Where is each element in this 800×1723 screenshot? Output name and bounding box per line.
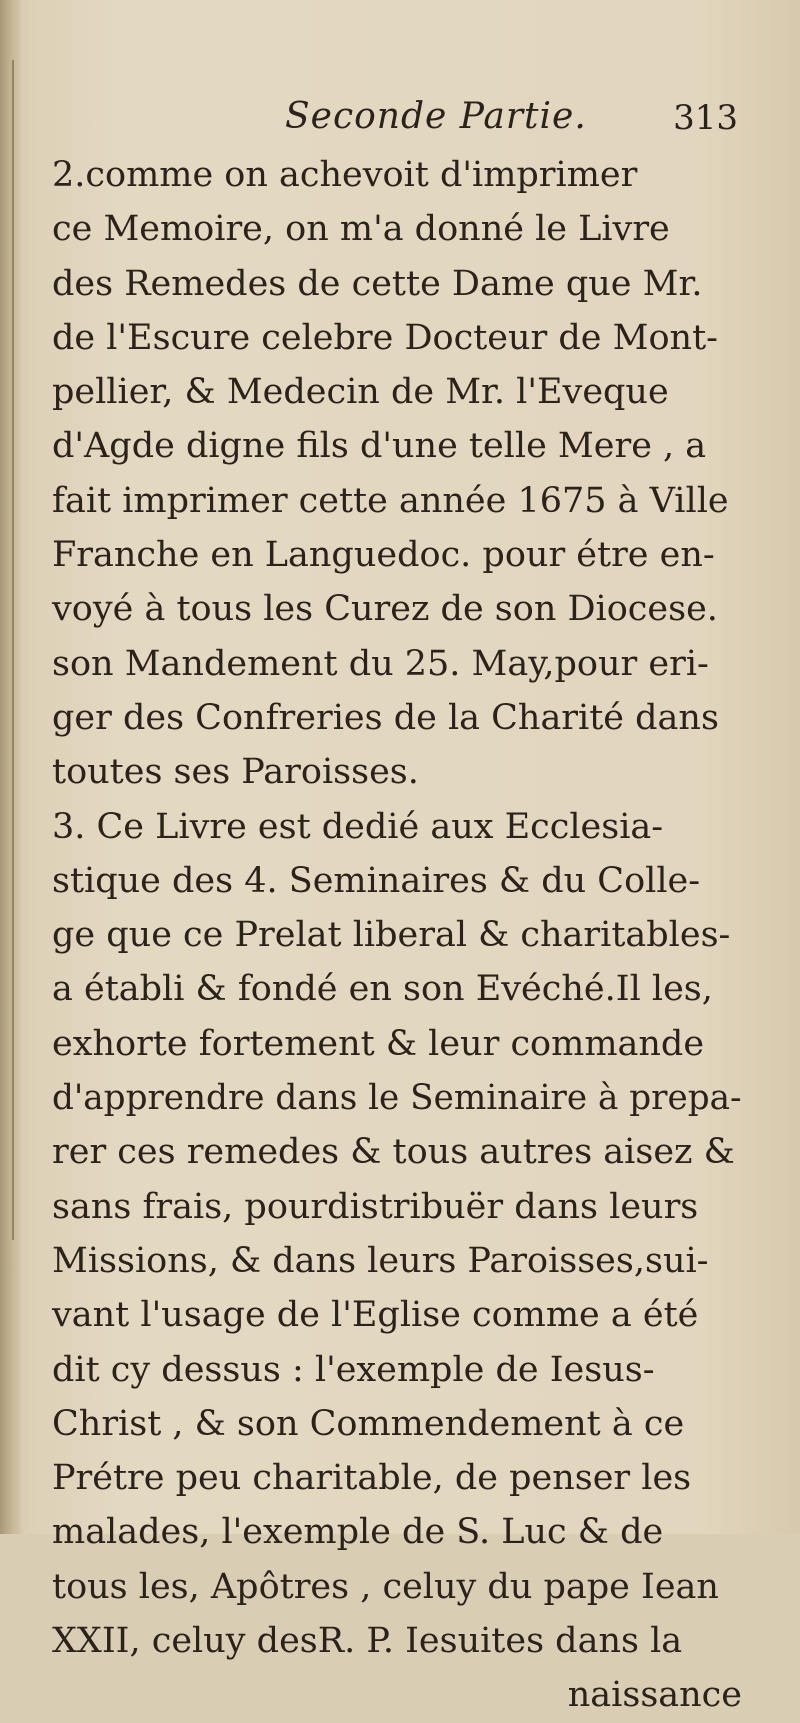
running-head: Seconde Partie. bbox=[285, 96, 587, 137]
text-line: d'apprendre dans le Seminaire à prepa- bbox=[52, 1078, 742, 1119]
text-line: 3. Ce Livre est dedié aux Ecclesia- bbox=[52, 806, 664, 847]
text-line: de l'Escure celebre Docteur de Mont- bbox=[52, 317, 718, 358]
binding-edge bbox=[0, 0, 22, 1534]
text-line: Christ , & son Commendement à ce bbox=[52, 1403, 685, 1444]
text-line: rer ces remedes & tous autres aisez & bbox=[52, 1132, 735, 1173]
text-line: son Mandement du 25. May,pour eri- bbox=[52, 643, 709, 684]
page-number: 313 bbox=[673, 98, 738, 138]
text-line: dit cy dessus : l'exemple de Iesus- bbox=[52, 1349, 655, 1390]
text-line: Prétre peu charitable, de penser les bbox=[52, 1458, 692, 1499]
text-line: sans frais, pourdistribuër dans leurs bbox=[52, 1186, 699, 1227]
text-line: exhorte fortement & leur commande bbox=[52, 1023, 705, 1064]
text-line: toutes ses Paroisses. bbox=[52, 752, 419, 793]
text-block bbox=[52, 148, 742, 1723]
text-line: fait imprimer cette année 1675 à Ville bbox=[52, 480, 729, 521]
text-line: tous les, Apôtres , celuy du pape Iean bbox=[52, 1566, 719, 1607]
text-line: ger des Confreries de la Charité dans bbox=[52, 697, 719, 738]
text-line: stique des 4. Seminaires & du Colle- bbox=[52, 860, 701, 901]
text-line: Missions, & dans leurs Paroisses,sui- bbox=[52, 1240, 709, 1281]
text-line: pellier, & Medecin de Mr. l'Eveque bbox=[52, 372, 669, 413]
text-line: d'Agde digne fils d'une telle Mere , a bbox=[52, 426, 707, 467]
spine-line bbox=[12, 60, 14, 1240]
text-line: a établi & fondé en son Evéché.Il les, bbox=[52, 969, 713, 1010]
text-line: Franche en Languedoc. pour étre en- bbox=[52, 535, 715, 576]
text-line: 2.comme on achevoit d'imprimer bbox=[52, 155, 638, 195]
text-line: XXII, celuy desR. P. Iesuites dans la bbox=[52, 1621, 683, 1662]
text-line: ce Memoire, on m'a donné le Livre bbox=[52, 209, 670, 250]
text-line: ge que ce Prelat liberal & charitables- bbox=[52, 915, 731, 956]
text-line: vant l'usage de l'Eglise comme a été bbox=[52, 1295, 699, 1336]
text-line: voyé à tous les Curez de son Diocese. bbox=[52, 589, 718, 630]
text-line: des Remedes de cette Dame que Mr. bbox=[52, 263, 703, 304]
text-line: malades, l'exemple de S. Luc & de bbox=[52, 1512, 664, 1553]
catchword: naissance bbox=[567, 1675, 742, 1716]
page-header bbox=[285, 96, 740, 146]
